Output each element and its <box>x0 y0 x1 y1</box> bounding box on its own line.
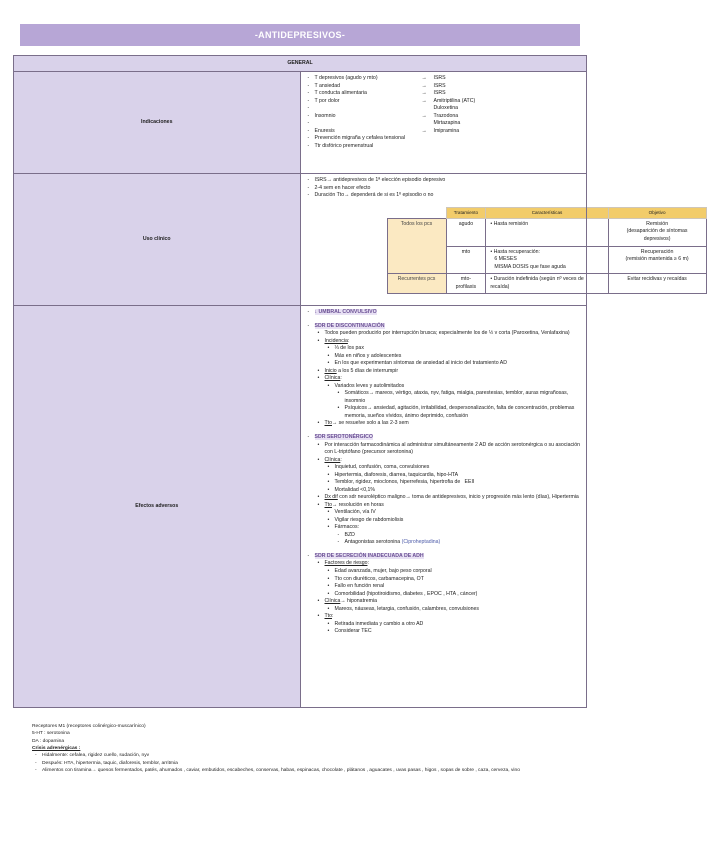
efectos-list <box>307 309 581 317</box>
indicaciones-list <box>307 75 581 150</box>
list-item: • Comorbilidad (hipotiroidismo, diabetes , EPOC , HTA , cáncer) <box>335 591 581 599</box>
cell-caracteristicas: • Hasta remisión <box>486 218 608 246</box>
crisis-adrenergicas-heading: Crisis adrenérgicas : <box>32 746 81 752</box>
list-item: • Por interacción farmacodinámica al administrar simultáneamente 2 AD de acción serotonérgica o su asociación con L-triptófano (precursor serotonina) <box>325 442 581 457</box>
list-item: • Clínica→ hiponatremia • Mareos, náuseas, letargia, confusión, calambres, convulsiones <box>325 598 581 613</box>
uso-clinico-list <box>307 177 581 200</box>
cell-objetivo: Evitar recidivas y recaídas <box>608 274 706 294</box>
list-item: • Fármacos: - BZD - Antagonistas serotonina (Ciproheptadina) <box>335 524 581 547</box>
list-item: • Ventilación, vía IV <box>335 509 581 517</box>
general-header: GENERAL <box>14 56 587 72</box>
cell-objetivo: Recuperación (remisión mantenida ≥ 6 m) <box>608 246 706 274</box>
list-item: - Alimentos con tiramina→ quesos fermentados, patés, ahumados , caviar, embutidos, escabeches, conservas, habas, espinacas, chocolate , plátanos , aguacates , uvas pasas , higos , sopas de sobre , caza, cerveza, vino <box>42 767 582 774</box>
list-item: - T depresivos (agudo y mto) → ISRS <box>315 75 581 83</box>
siadh-section <box>307 553 581 636</box>
list-item: • En los que experimentan síntomas de ansiedad al inicio del tratamiento AD <box>335 360 581 368</box>
list-item: • Mareos, náuseas, letargia, confusión, calambres, convulsiones <box>335 606 581 614</box>
section-heading: SDR DE DISCONTINUACIÓN <box>314 322 385 329</box>
footnote-line: 5-HT : serotonina <box>32 731 70 737</box>
list-item: - ISRS→ antidepresivos de 1ª elección episodio depresivo <box>315 177 581 185</box>
footnote-line: DA : dopamina <box>32 738 65 744</box>
list-item: • Incidencia: • ⅓ de los pax • Más en niños y adolescentes • En los que experimentan síntomas de ansiedad al inicio del tratamiento AD <box>325 338 581 368</box>
list-item: • Clínica: • Variados leves y autolimitados • Somáticos→ mareos, vértigo, ataxia, nyv, fatiga, mialgia, parestesias, temblor, auras migrañosas, insomnio • Psíquicos→ ansiedad, agitación, irritabilidad, despersonalización, falta de concentración, problemas memoria, sueños vívidos, ánimo deprimido, confusión <box>325 375 581 420</box>
cell-tratamiento: agudo <box>446 218 486 246</box>
list-item: • Inquietud, confusión, coma, convulsiones <box>335 464 581 472</box>
list-item: • Mortalidad <0,1% <box>335 487 581 495</box>
cell-caracteristicas: • Hasta recuperación: 6 MESES MISMA DOSIS que fase aguda <box>486 246 608 274</box>
list-item: - Duración Tto→ dependerá de si es 1º episodio o no <box>315 192 581 200</box>
list-item: • Vigilar riesgo de rabdomiolisis <box>335 517 581 525</box>
cell-tratamiento: mto <box>446 246 486 274</box>
list-item: • Tto→ se resuelve solo a las 2-3 sem <box>325 420 581 428</box>
list-item: • Inicio a los 5 días de interrumpir <box>325 368 581 376</box>
antidepresivos-table <box>13 55 689 708</box>
list-item: • ⅓ de los pax <box>335 345 581 353</box>
list-item: - T ansiedad → ISRS <box>315 83 581 91</box>
cell-tratamiento: mto-profilaxis <box>446 274 486 294</box>
list-item: - Ttr disfórico premenstrual <box>315 143 581 151</box>
list-item: • Más en niños y adolescentes <box>335 353 581 361</box>
list-item: • Tto con diuréticos, carbamacepina, OT <box>335 576 581 584</box>
list-item: • Factores de riesgo: • Edad avanzada, mujer, bajo peso corporal • Tto con diuréticos, carbamacepina, OT • Fallo en función renal • Comorbilidad (hipotiroidismo, diabetes , EPOC , HTA , cáncer) <box>325 560 581 598</box>
serotonergico-section <box>307 434 581 547</box>
list-item: • Somáticos→ mareos, vértigo, ataxia, nyv, fatiga, mialgia, parestesias, temblor, auras migrañosas, insomnio <box>345 390 581 405</box>
col-header-tratamiento: Tratamiento <box>446 207 486 218</box>
crisis-list <box>32 752 582 774</box>
uso-clinico-label: Uso clínico <box>14 174 301 306</box>
list-item: • Hipertermia, diaforesis, diarrea, taquicardia, hipo-HTA <box>335 472 581 480</box>
list-item: - Antagonistas serotonina (Ciproheptadina) <box>345 539 581 547</box>
indicaciones-label: Indicaciones <box>14 72 301 174</box>
indicaciones-content <box>300 72 587 174</box>
list-item: - Insomnio → Trazodona <box>315 113 581 121</box>
discontinuacion-section <box>307 323 581 428</box>
uso-clinico-content <box>300 174 689 306</box>
list-item: • Fallo en función renal <box>335 583 581 591</box>
list-item-cont: - Duloxetina <box>315 105 581 113</box>
duracion-tratamiento-table <box>387 207 707 295</box>
umbral-item: - ↓ UMBRAL CONVULSIVO <box>315 309 581 317</box>
col-header-objetivo: Objetivo <box>608 207 706 218</box>
list-item: • Tto→ resolución en horas • Ventilación, vía IV • Vigilar riesgo de rabdomiolisis • Fármacos: - BZD - Antagonistas serotonina (Ciproheptadina) <box>325 502 581 547</box>
section-heading: SDR SEROTONÉRGICO <box>314 433 373 440</box>
list-item: - T conducta alimentaria → ISRS <box>315 90 581 98</box>
list-item: • Retirada inmediata y cambio a otro AD <box>335 621 581 629</box>
list-item: • Dx dif con sdr neuroléptico maligno→ toma de antidepresivos, inicio y progresión más lento (días), Hipertermia <box>325 494 581 502</box>
efectos-adversos-content <box>300 306 587 708</box>
footnote-line: Receptores M1 (receptores colinérgico-muscarínico) <box>32 724 146 729</box>
list-item: - BZD <box>345 532 581 540</box>
list-item: • Todos pueden producirlo por interrupción brusca; especialmente los de ½ v corta (Paroxetina, Venlafaxina) <box>325 330 581 338</box>
list-item: • Temblor, rigidez, mioclonos, hiperrefesia, hipertrofia de EEII <box>335 479 581 487</box>
list-item: - Prevención migraña y cefalea tensional <box>315 135 581 143</box>
row-label-todos: Todos los pcs <box>387 218 446 273</box>
list-item: - Enuresis → Imipramina <box>315 128 581 136</box>
list-item: • Clínica: • Inquietud, confusión, coma, convulsiones • Hipertermia, diaforesis, diarrea, taquicardia, hipo-HTA • Temblor, rigidez, mioclonos, hiperrefesia, hipertrofia de EEII • Mortalidad <0,1% <box>325 457 581 495</box>
section-heading: SDR DE SECRECIÓN INADECUADA DE ADH <box>314 552 424 559</box>
list-item: • Edad avanzada, mujer, bajo peso corporal <box>335 568 581 576</box>
list-item: - Después: HTA, hipertermia, taquic, diaforesis, temblor, arritmia <box>42 760 582 767</box>
list-item: • Considerar TEC <box>335 628 581 636</box>
row-label-recurrentes: Recurrentes pcs <box>387 274 446 294</box>
list-item: - Hidalmente: cefalea, rigidez cuello, sudación, nyv <box>42 752 582 759</box>
cell-caracteristicas: • Duración indefinida (según nº veces de recaída) <box>486 274 608 294</box>
efectos-adversos-label: Efectos adversos <box>14 306 301 708</box>
list-item: - 2-4 sem en hacer efecto <box>315 185 581 193</box>
page-title: -ANTIDEPRESIVOS- <box>20 24 580 46</box>
list-item-cont: - Mirtazapina <box>315 120 581 128</box>
list-item: - T por dolor → Amitriptilina (ATC) <box>315 98 581 106</box>
cell-objetivo: Remisión (desaparición de síntomas depresivos) <box>608 218 706 246</box>
footer-notes <box>32 723 582 775</box>
list-item: • Psíquicos→ ansiedad, agitación, irritabilidad, despersonalización, falta de concentración, problemas memoria, sueños vívidos, ánimo deprimido, confusión <box>345 405 581 420</box>
list-item: • Tto: • Retirada inmediata y cambio a otro AD • Considerar TEC <box>325 613 581 636</box>
col-header-caracteristicas: Características <box>486 207 608 218</box>
list-item: • Variados leves y autolimitados • Somáticos→ mareos, vértigo, ataxia, nyv, fatiga, mialgia, parestesias, temblor, auras migrañosas, insomnio • Psíquicos→ ansiedad, agitación, irritabilidad, despersonalización, falta de concentración, problemas memoria, sueños vívidos, ánimo deprimido, confusión <box>335 383 581 421</box>
